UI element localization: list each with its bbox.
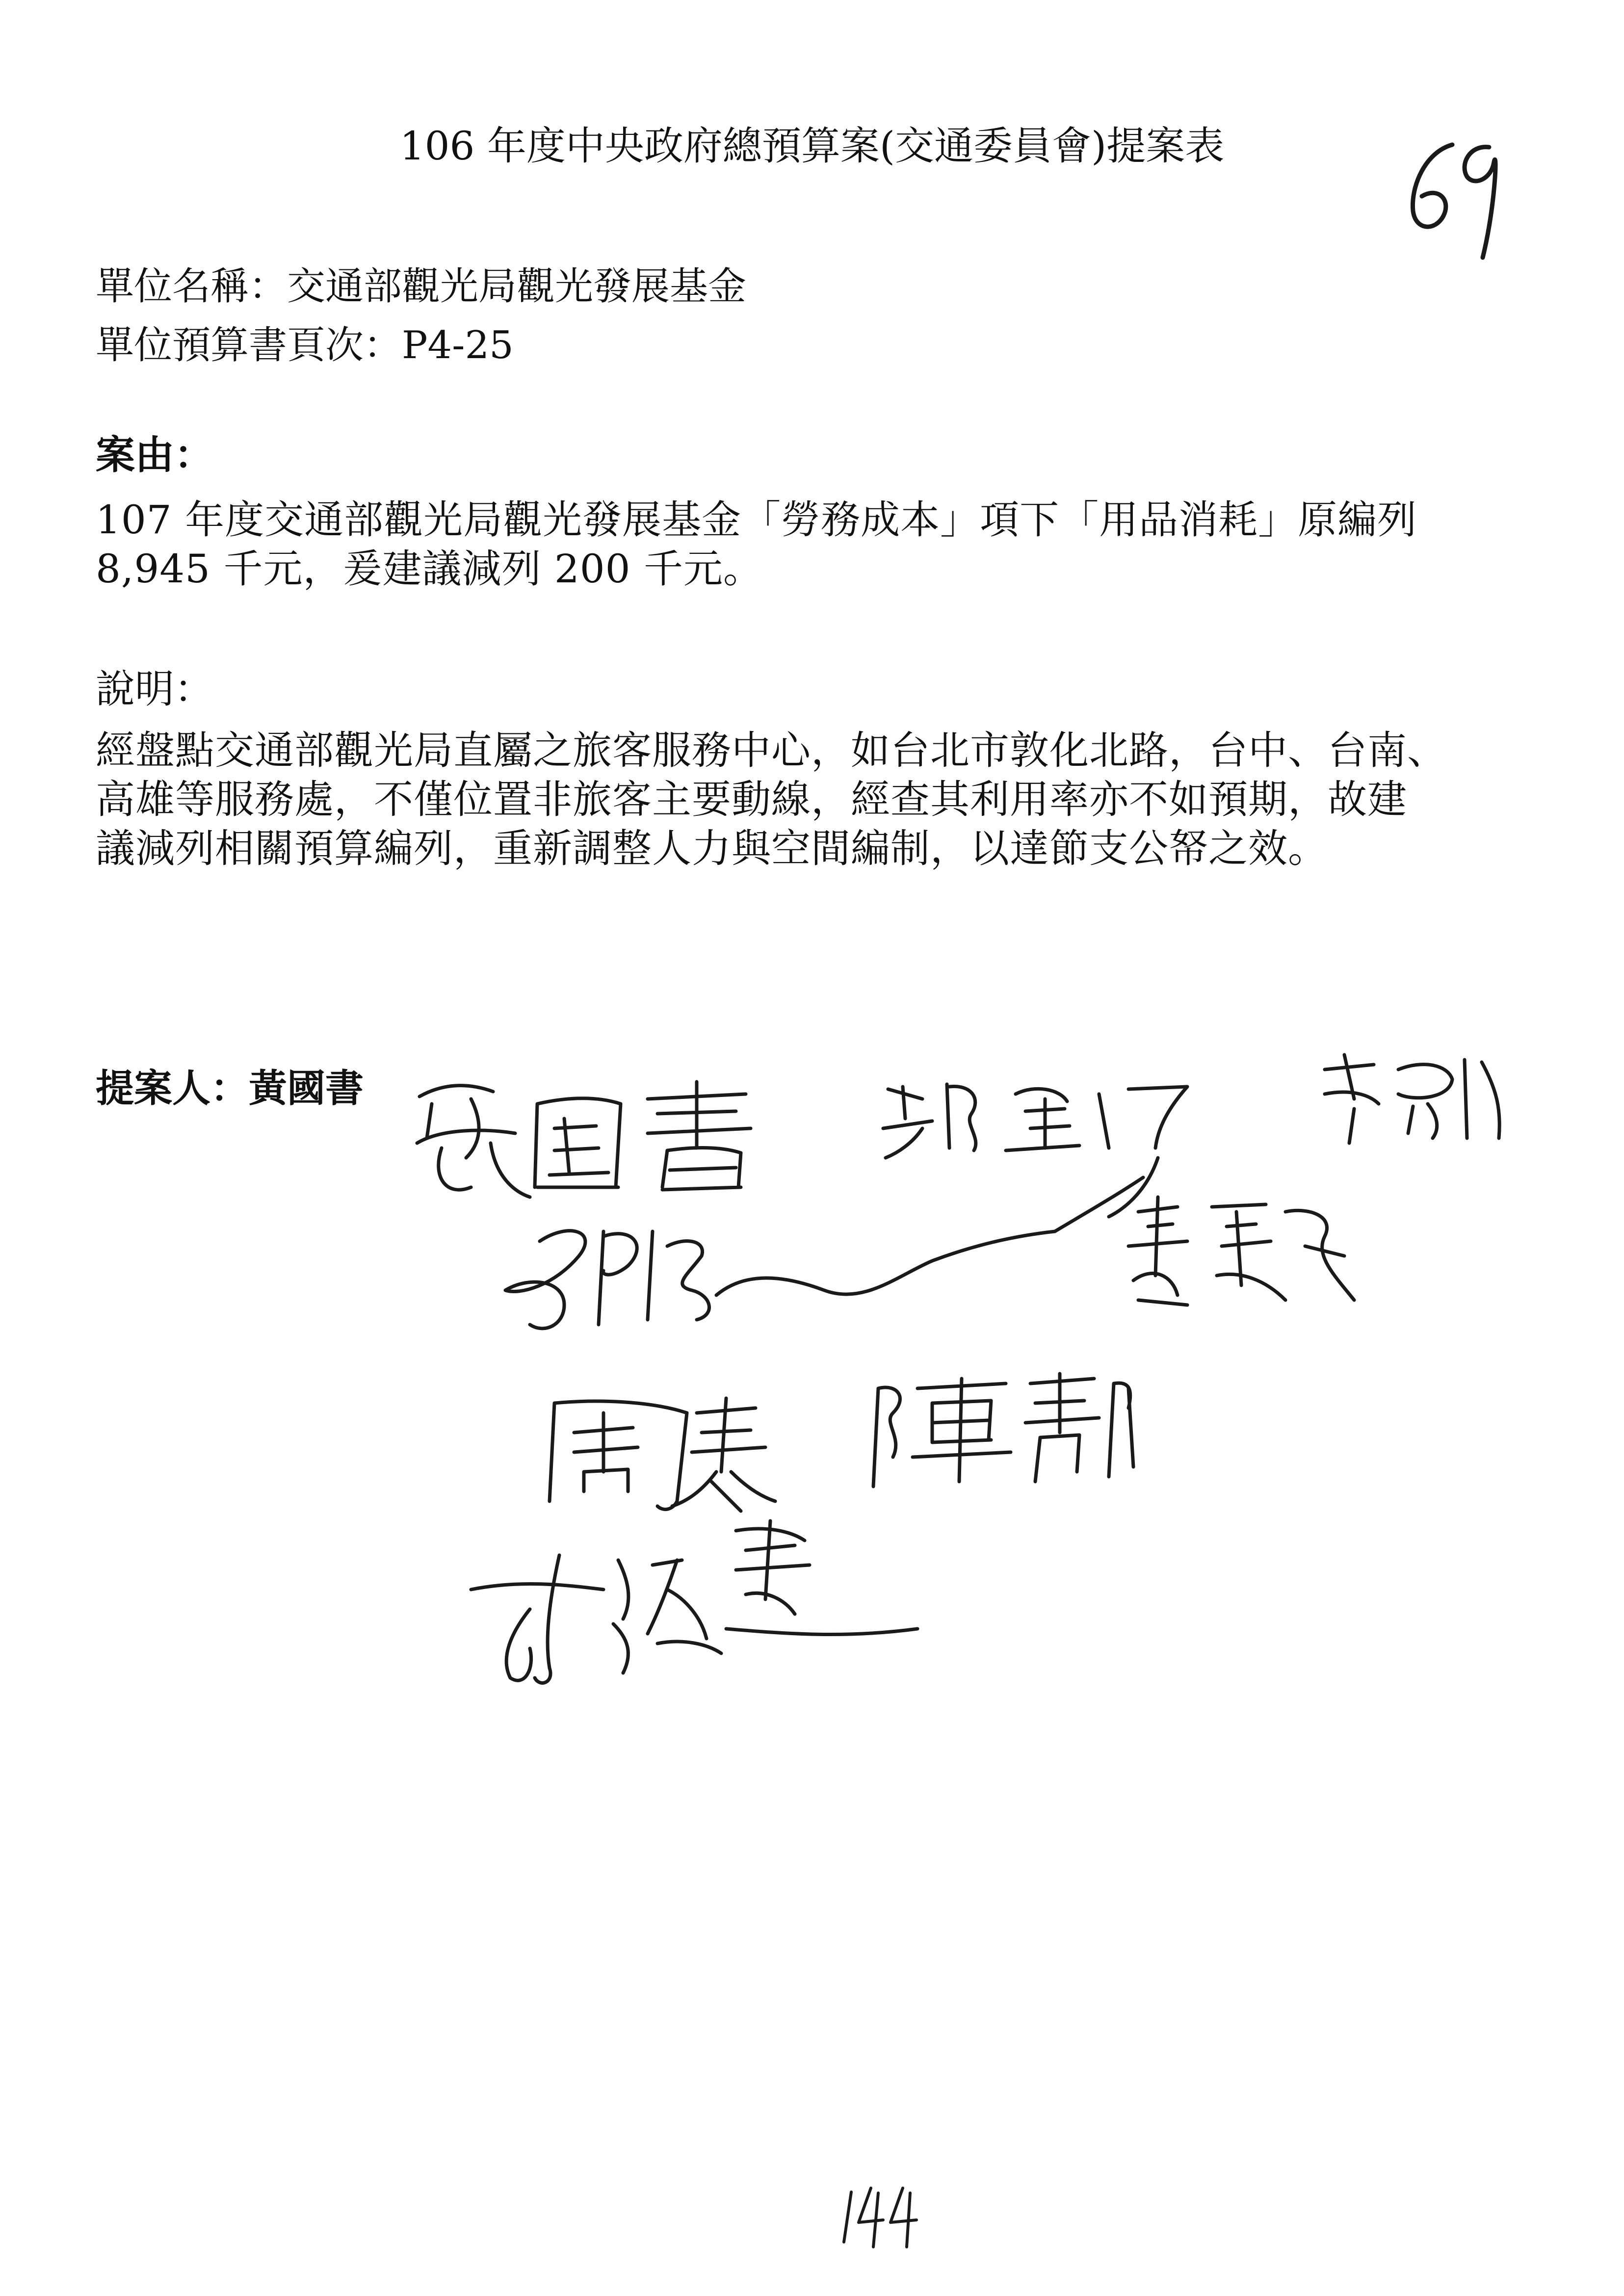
signature-1 [417, 1082, 751, 1197]
signature-block [417, 1055, 1499, 1683]
reason-line: 107 年度交通部觀光局觀光發展基金「勞務成本」項下「用品消耗」原編列 [96, 497, 1417, 543]
explanation-line: 經盤點交通部觀光局直屬之旅客服務中心，如台北市敦化北路，台中、台南、 [96, 728, 1447, 773]
signature-3 [1325, 1055, 1499, 1143]
explanation-line: 高雄等服務處，不僅位置非旅客主要動線，經查其利用率亦不如預期，故建 [96, 777, 1407, 822]
unit-name: 單位名稱：交通部觀光局觀光發展基金 [96, 264, 747, 309]
handwritten-number-text [1408, 137, 1501, 260]
signature-5 [1128, 1197, 1354, 1305]
signature-2 [883, 1084, 1187, 1217]
explanation-heading: 說明： [96, 666, 213, 712]
reason-line: 8,945 千元，爰建議減列 200 千元。 [96, 546, 763, 592]
page-number-text [839, 2186, 922, 2249]
signature-6 [550, 1398, 775, 1511]
signature-7 [873, 1374, 1133, 1487]
signature-8 [471, 1521, 917, 1683]
explanation-line: 議減列相關預算編列，重新調整人力與空間編制，以達節支公帑之效。 [96, 826, 1328, 871]
document-title: 106 年度中央政府總預算案(交通委員會)提案表 [399, 123, 1225, 169]
signature-4 [505, 1177, 1143, 1329]
proposer-label: 提案人：黃國書 [96, 1067, 364, 1111]
reason-heading: 案由： [96, 432, 213, 478]
unit-budget-page: 單位預算書頁次：P4-25 [96, 323, 514, 367]
